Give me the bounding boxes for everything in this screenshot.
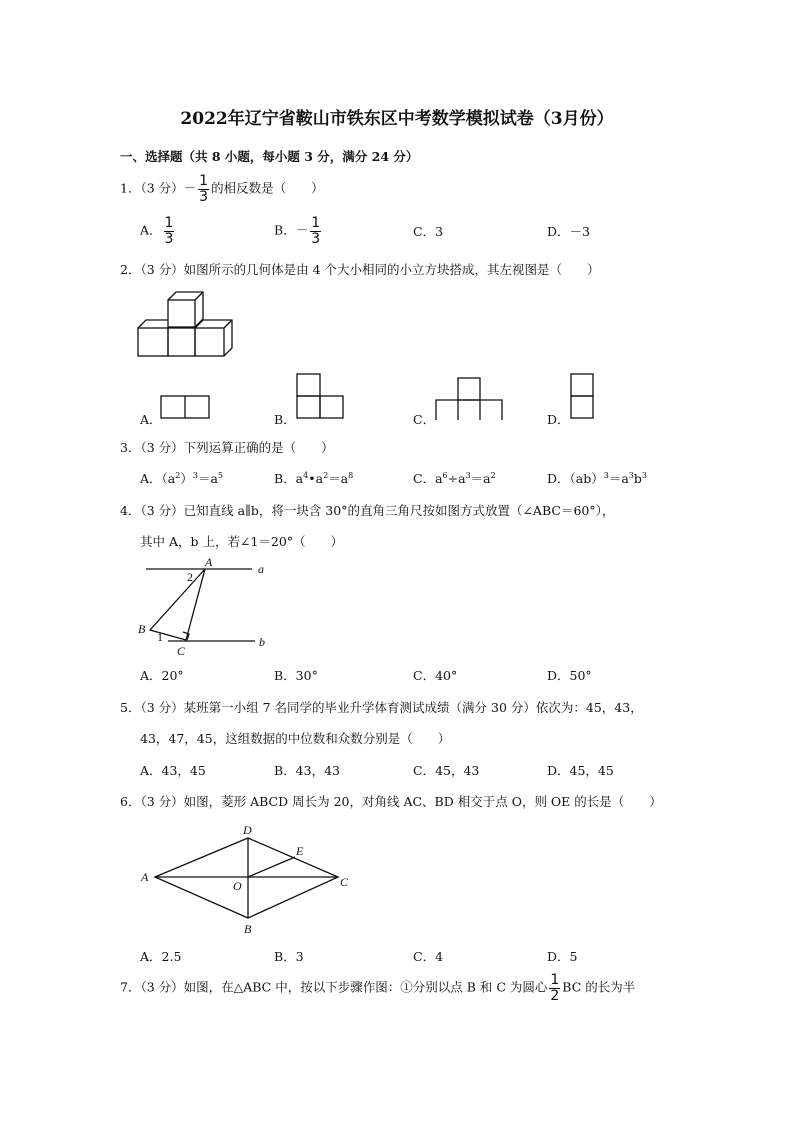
fraction-numerator: 1 <box>311 215 321 231</box>
exponent: 5 <box>217 471 223 480</box>
expr: ） <box>180 471 193 486</box>
option-a: A．20° <box>140 668 184 683</box>
exponent: 3 <box>603 471 609 480</box>
question-4-line-2: 其中 A，b 上，若∠1＝20°（ ） <box>140 534 344 549</box>
question-text: 7．（3 分）如图，在△ABC 中，按以下步骤作图：①分别以点 B 和 C 为圆心 <box>120 979 548 995</box>
label-d-vertex: D <box>243 823 252 837</box>
label-b-vertex: B <box>244 922 252 936</box>
question-2: 2．（3 分）如图所示的几何体是由 4 个大小相同的小立方块搭成，其左视图是（ ） <box>120 262 600 277</box>
label-e-point: E <box>296 844 304 858</box>
question-5-line-2: 43，47，45，这组数据的中位数和众数分别是（ ） <box>140 731 451 746</box>
option-d: D．45，45 <box>547 763 614 778</box>
fraction-denominator: 3 <box>311 230 321 247</box>
label-line-b: b <box>259 635 265 649</box>
expr: •a <box>308 471 324 486</box>
expr: ÷a <box>447 471 466 486</box>
option-d: D．50° <box>547 668 592 683</box>
option-c: C．40° <box>413 668 458 683</box>
option-a: A．43，45 <box>140 763 206 778</box>
fraction-numerator: 1 <box>164 215 174 231</box>
exponent: 3 <box>628 471 634 480</box>
exponent: 3 <box>465 471 471 480</box>
question-6: 6．（3 分）如图，菱形 ABCD 周长为 20，对角线 AC、BD 相交于点 O，则 OE 的长是（ ） <box>120 794 662 809</box>
question-4-line-1: 4．（3 分）已知直线 a∥b，将一块含 30°的直角三角尺按如图方式放置（∠ABC＝60°）， <box>120 503 615 518</box>
question-text: BC 的长为半 <box>562 979 636 995</box>
exponent: 4 <box>303 471 309 480</box>
fraction-numerator: 1 <box>550 972 560 988</box>
expr: C．a <box>413 471 443 486</box>
fraction-denominator: 3 <box>164 230 174 247</box>
question-text: 的相反数是（ ） <box>211 180 324 196</box>
label-line-a: a <box>258 562 264 576</box>
fraction-denominator: 3 <box>199 188 209 205</box>
fraction-numerator: 1 <box>199 173 209 189</box>
label-angle-2: 2 <box>187 570 193 584</box>
option-c: C．45，43 <box>413 763 480 778</box>
section-heading: 一、选择题（共 8 小题，每小题 3 分，满分 24 分） <box>120 149 419 164</box>
exponent: 2 <box>490 471 496 480</box>
expr: D．（ab） <box>547 471 604 486</box>
option-a: A．2.5 <box>140 949 182 964</box>
minus-sign: － <box>183 180 197 196</box>
page-title: 2022年辽宁省鞍山市铁东区中考数学模拟试卷（3月份） <box>180 109 614 129</box>
label-a-vertex: A <box>141 870 149 884</box>
option-c: C．3 <box>413 224 444 239</box>
question-number: 1． <box>120 180 141 196</box>
option-b: B． <box>274 412 296 427</box>
option-a: A． <box>140 412 162 427</box>
minus-sign: － <box>295 222 309 238</box>
question-score: （3 分） <box>140 180 184 196</box>
option-d: D．5 <box>547 949 578 964</box>
option-d: D． <box>547 412 570 427</box>
expr: ＝a <box>470 471 491 486</box>
fraction-denominator: 2 <box>550 987 560 1004</box>
expr: ＝a <box>328 471 349 486</box>
label-angle-1: 1 <box>157 630 163 644</box>
fraction <box>549 973 560 1003</box>
label-c-vertex: C <box>177 644 186 658</box>
exponent: 2 <box>323 471 329 480</box>
option-b: B．30° <box>274 668 318 683</box>
question-7 <box>120 973 635 1003</box>
exponent: 3 <box>641 471 647 480</box>
option-label: B． <box>274 222 296 238</box>
exponent: 6 <box>442 471 448 480</box>
option-b: B．3 <box>274 949 304 964</box>
option-c: C． <box>413 412 436 427</box>
exponent: 3 <box>192 471 198 480</box>
option-b: B．43，43 <box>274 763 340 778</box>
label-b-vertex: B <box>138 622 146 636</box>
exponent: 8 <box>348 471 354 480</box>
question-3: 3．（3 分）下列运算正确的是（ ） <box>120 440 334 455</box>
label-c-vertex: C <box>340 875 349 889</box>
expr: ＝a <box>608 471 629 486</box>
expr: B．a <box>274 471 304 486</box>
expr: A．（a <box>140 471 176 486</box>
exponent: 2 <box>175 471 181 480</box>
option-d: D．－3 <box>547 224 590 239</box>
question-5-line-1: 5．（3 分）某班第一小组 7 名同学的毕业升学体育测试成绩（满分 30 分）依次为：45，43， <box>120 700 643 715</box>
expr: ＝a <box>197 471 218 486</box>
label-a-vertex: A <box>205 555 213 569</box>
option-c: C．4 <box>413 949 444 964</box>
expr: b <box>633 471 642 486</box>
option-label: A． <box>140 222 162 238</box>
label-o-center: O <box>233 879 242 893</box>
